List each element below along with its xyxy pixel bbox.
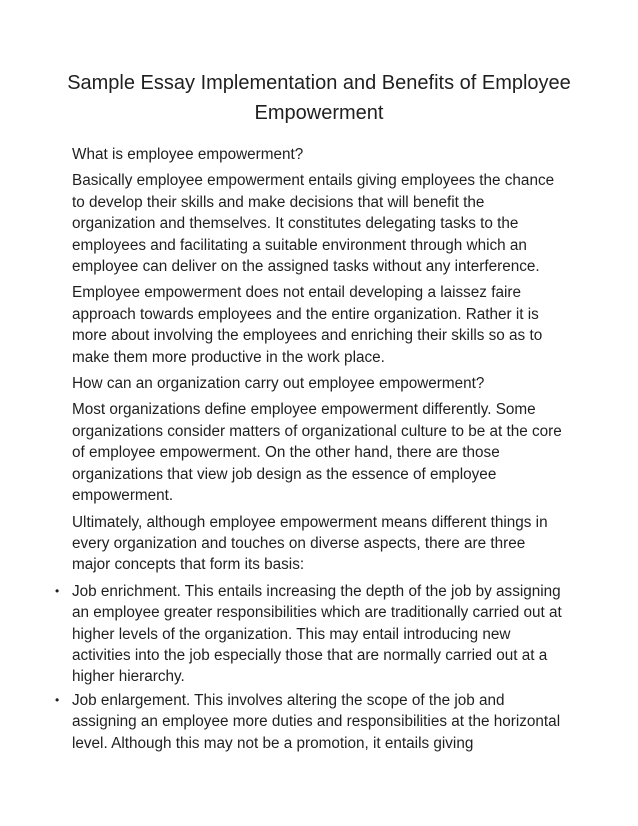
essay-title: Sample Essay Implementation and Benefits of Employee Empowerment xyxy=(67,72,571,124)
list-item xyxy=(55,581,566,688)
question-heading: What is employee empowerment? xyxy=(72,146,304,163)
paragraph: Most organizations define employee empowerment differently. Some organizations consider matters of organizational culture to be at the core of employee empowerment. On the other hand, there are those organizations that view job design as the essence of employee empowerment. xyxy=(72,401,562,505)
bullet-icon: • xyxy=(55,692,60,707)
question-heading: How can an organization carry out employee empowerment? xyxy=(72,375,485,393)
paragraph: Employee empowerment does not entail developing a laissez faire approach towards employees and the entire organization. Rather it is more about involving the employees and enriching their skills so as to make them more productive in the work place. xyxy=(72,284,543,366)
bullet-icon: • xyxy=(55,583,60,598)
list-item xyxy=(55,690,566,754)
paragraph: Ultimately, although employee empowerment means different things in every organization and touches on diverse aspects, there are three major concepts that form its basis: xyxy=(72,513,548,574)
concepts-list xyxy=(55,581,566,754)
bullet-text: Job enrichment. This entails increasing the depth of the job by assigning an employee greater responsibilities which are traditionally carried out at higher levels of the organization. This may entail introducing new activities into the job especially those that are normally carried out at a higher hierarchy. xyxy=(72,582,562,686)
essay-body xyxy=(55,144,566,754)
paragraph: Basically employee empowerment entails giving employees the chance to develop their skills and make decisions that will benefit the organization and themselves. It constitutes delegating tasks to the employees and facilitating a suitable environment through which an employee can deliver on the assigned tasks without any interference. xyxy=(72,172,555,276)
bullet-text: Job enlargement. This involves altering the scope of the job and assigning an employee more duties and responsibilities at the horizontal level. Although this may not be a promotion, it entails giving xyxy=(72,691,561,752)
